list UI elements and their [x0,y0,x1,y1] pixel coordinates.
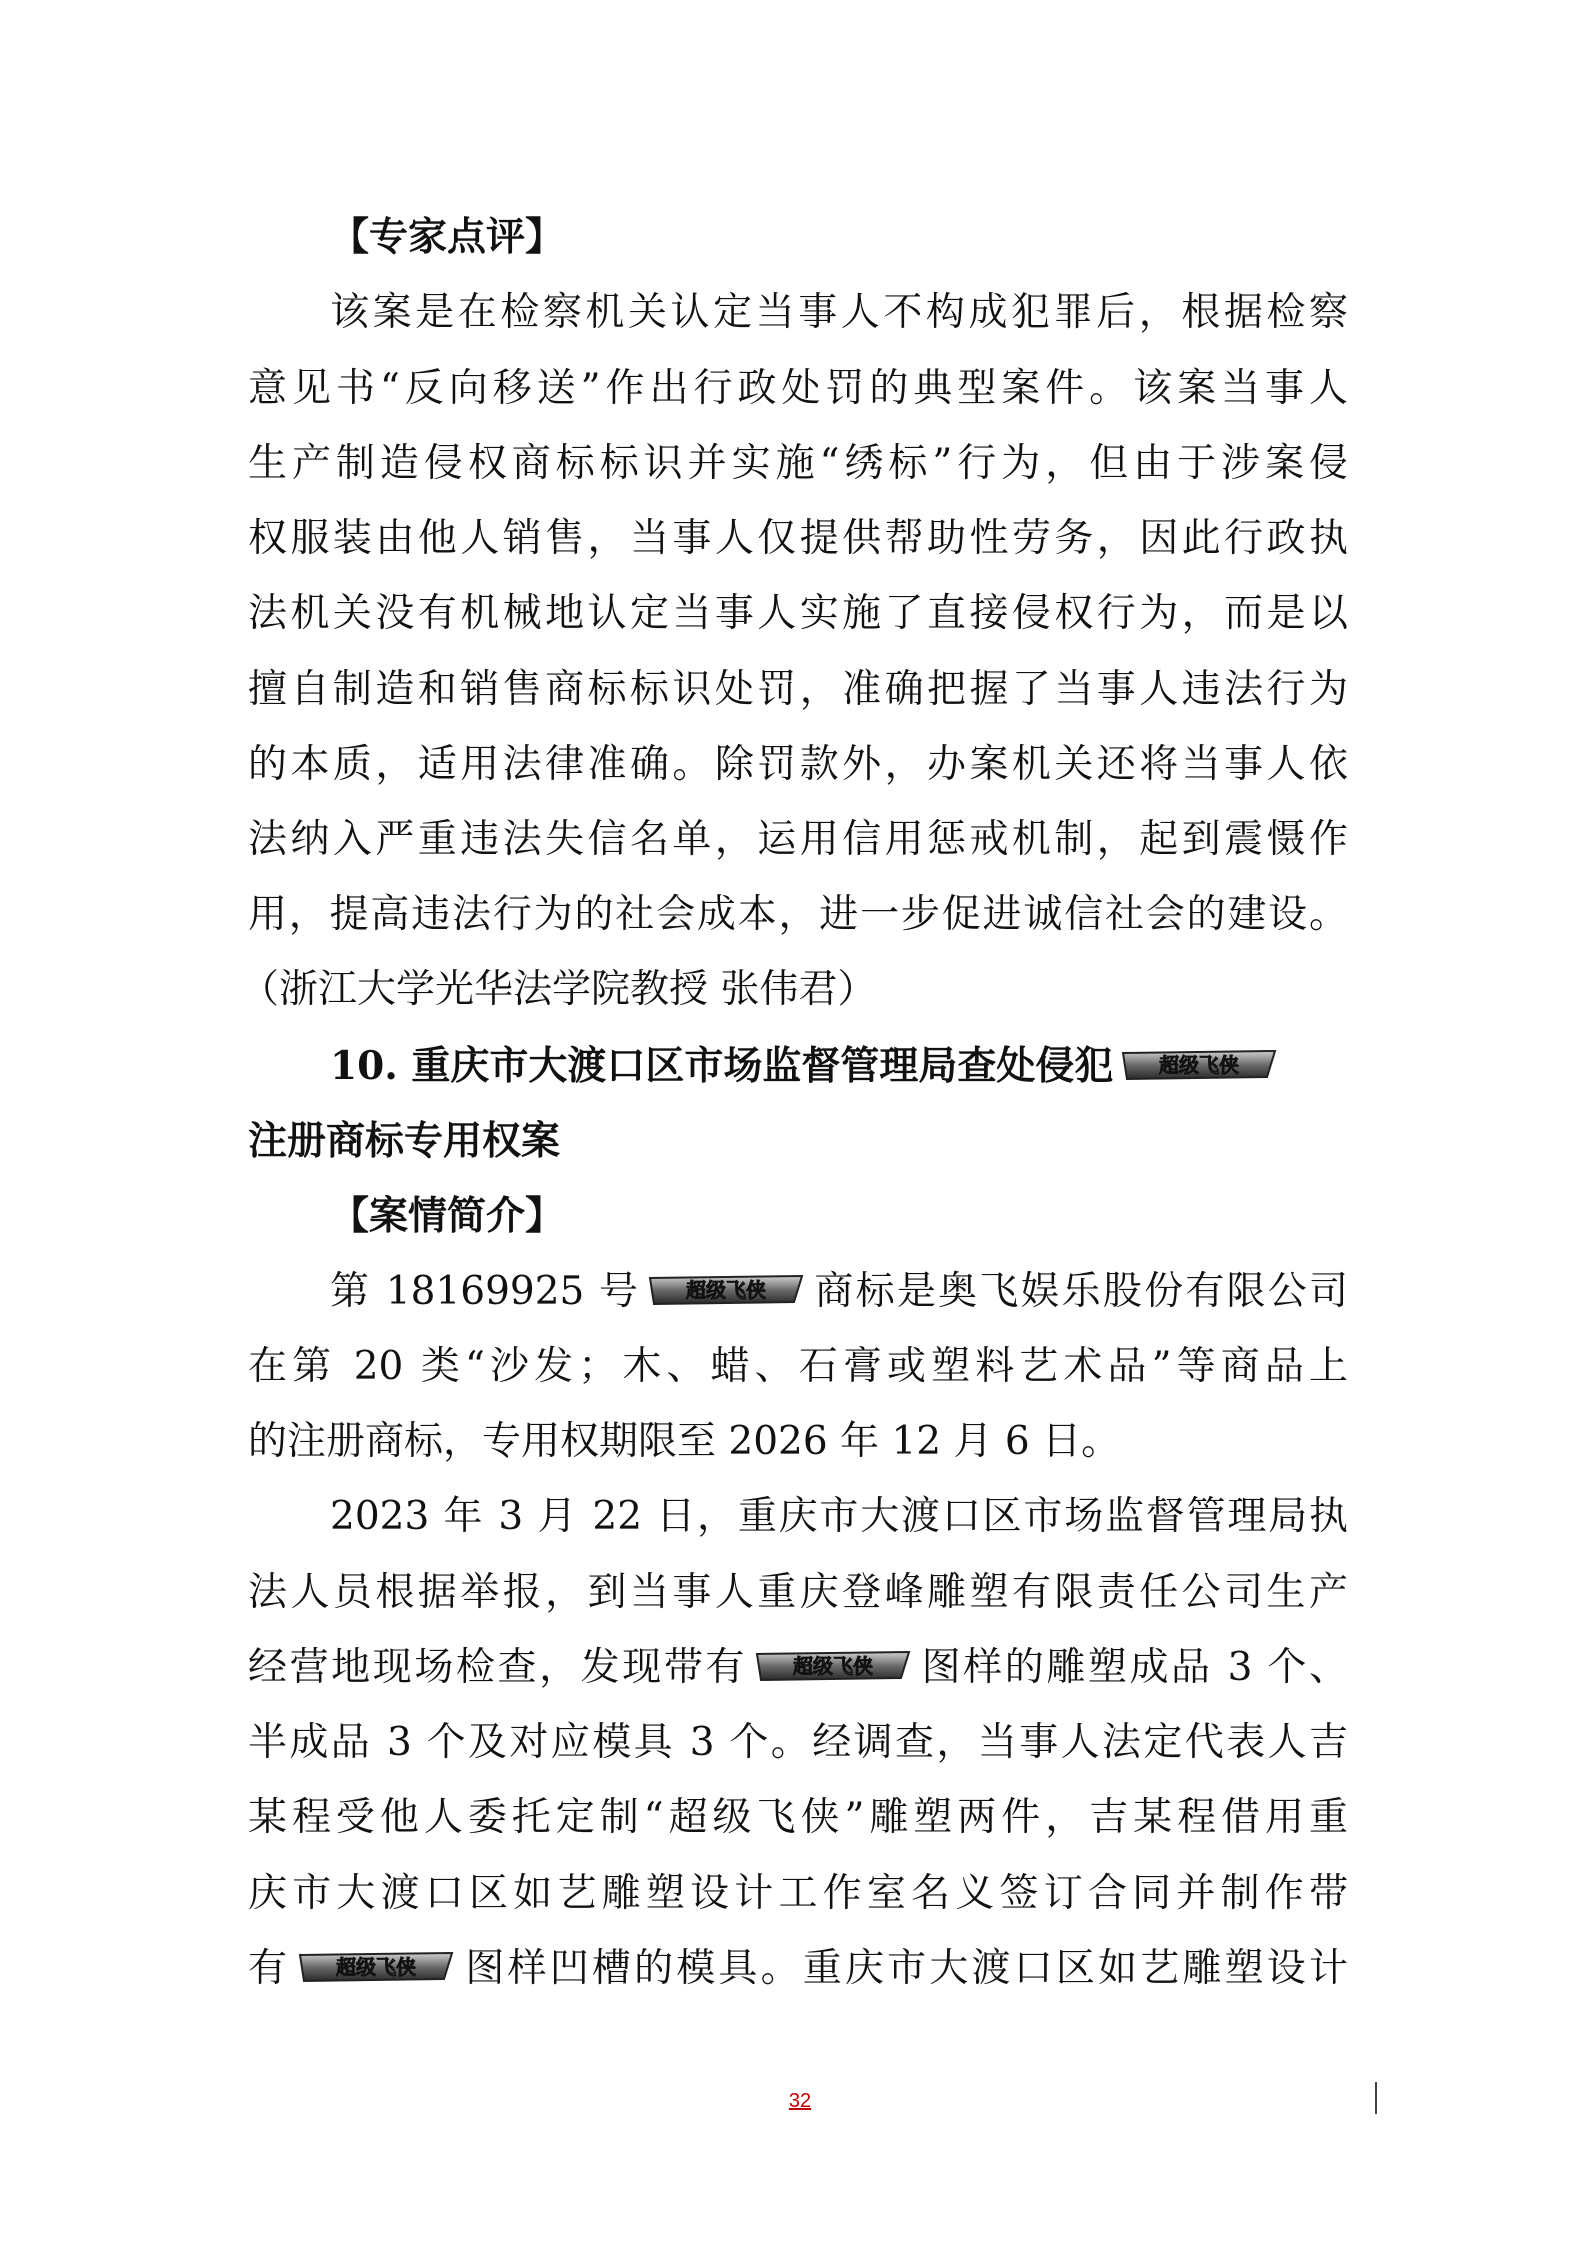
para2-line-3-text-b: 图样的雕塑成品 3 个、 [918,1645,1348,1690]
super-wings-logo-icon [644,1272,808,1308]
expert-author: （浙江大学光华法学院教授 张伟君） [240,967,877,1012]
expert-line-4: 权服装由他人销售，当事人仅提供帮助性劳务，因此行政执 [248,516,1348,561]
expert-line-5: 法机关没有机械地认定当事人实施了直接侵权行为，而是以 [248,591,1348,636]
para2-line-3-text-a: 经营地现场检查，发现带有 [248,1645,747,1690]
para2-line-3 [248,1643,1348,1693]
expert-line-8: 法纳入严重违法失信名单，运用信用惩戒机制，起到震慑作 [248,817,1348,862]
case-title-text: 10. 重庆市大渡口区市场监督管理局查处侵犯 [330,1043,1114,1089]
expert-line-3: 生产制造侵权商标标识并实施“绣标”行为，但由于涉案侵 [248,441,1348,486]
expert-line-6: 擅自制造和销售商标标识处罚，准确把握了当事人违法行为 [248,667,1348,712]
svg-text:超级飞侠: 超级飞侠 [1159,1053,1240,1077]
para2-line-7-text-a: 有 [248,1946,291,1991]
para2-line-7 [248,1944,1348,1994]
para2-line-7-text-b: 图样凹槽的模具。重庆市大渡口区如艺雕塑设计 [462,1946,1348,1991]
super-wings-logo-icon [1117,1047,1281,1083]
svg-text:超级飞侠: 超级飞侠 [686,1278,767,1302]
super-wings-logo-icon [294,1949,458,1985]
svg-text:超级飞侠: 超级飞侠 [336,1955,417,1979]
para1-line-1-text: 商标是奥飞娱乐股份有限公司 [812,1269,1348,1314]
expert-line-2: 意见书“反向移送”作出行政处罚的典型案件。该案当事人 [248,366,1348,411]
case-title-line-2: 注册商标专用权案 [248,1118,561,1164]
para1-line-1 [330,1267,1348,1317]
para2-line-1: 2023 年 3 月 22 日，重庆市大渡口区市场监督管理局执 [330,1494,1348,1539]
para2-line-4: 半成品 3 个及对应模具 3 个。经调查，当事人法定代表人吉 [248,1720,1348,1765]
para1-line-3: 的注册商标，专用权期限至 2026 年 12 月 6 日。 [248,1419,1121,1464]
page-number: 32 [788,2090,812,2112]
expert-review-heading: 【专家点评】 [330,214,565,260]
expert-line-1: 该案是在检察机关认定当事人不构成犯罪后，根据检察 [330,290,1348,335]
trademark-number: 第 18169925 号 [330,1269,641,1314]
expert-line-9: 用，提高违法行为的社会成本，进一步促进诚信社会的建设。 [248,892,1348,937]
svg-text:超级飞侠: 超级飞侠 [792,1654,873,1678]
expert-line-7: 的本质，适用法律准确。除罚款外，办案机关还将当事人依 [248,742,1348,787]
case-title-line-1 [330,1041,1348,1091]
footer-divider [1375,2082,1377,2114]
para1-line-2: 在第 20 类“沙发；木、蜡、石膏或塑料艺术品”等商品上 [248,1344,1348,1389]
para2-line-6: 庆市大渡口区如艺雕塑设计工作室名义签订合同并制作带 [248,1871,1348,1916]
case-intro-heading: 【案情简介】 [330,1193,565,1239]
para2-line-5: 某程受他人委托定制“超级飞侠”雕塑两件，吉某程借用重 [248,1795,1348,1840]
super-wings-logo-icon [751,1648,915,1684]
para2-line-2: 法人员根据举报，到当事人重庆登峰雕塑有限责任公司生产 [248,1570,1348,1615]
